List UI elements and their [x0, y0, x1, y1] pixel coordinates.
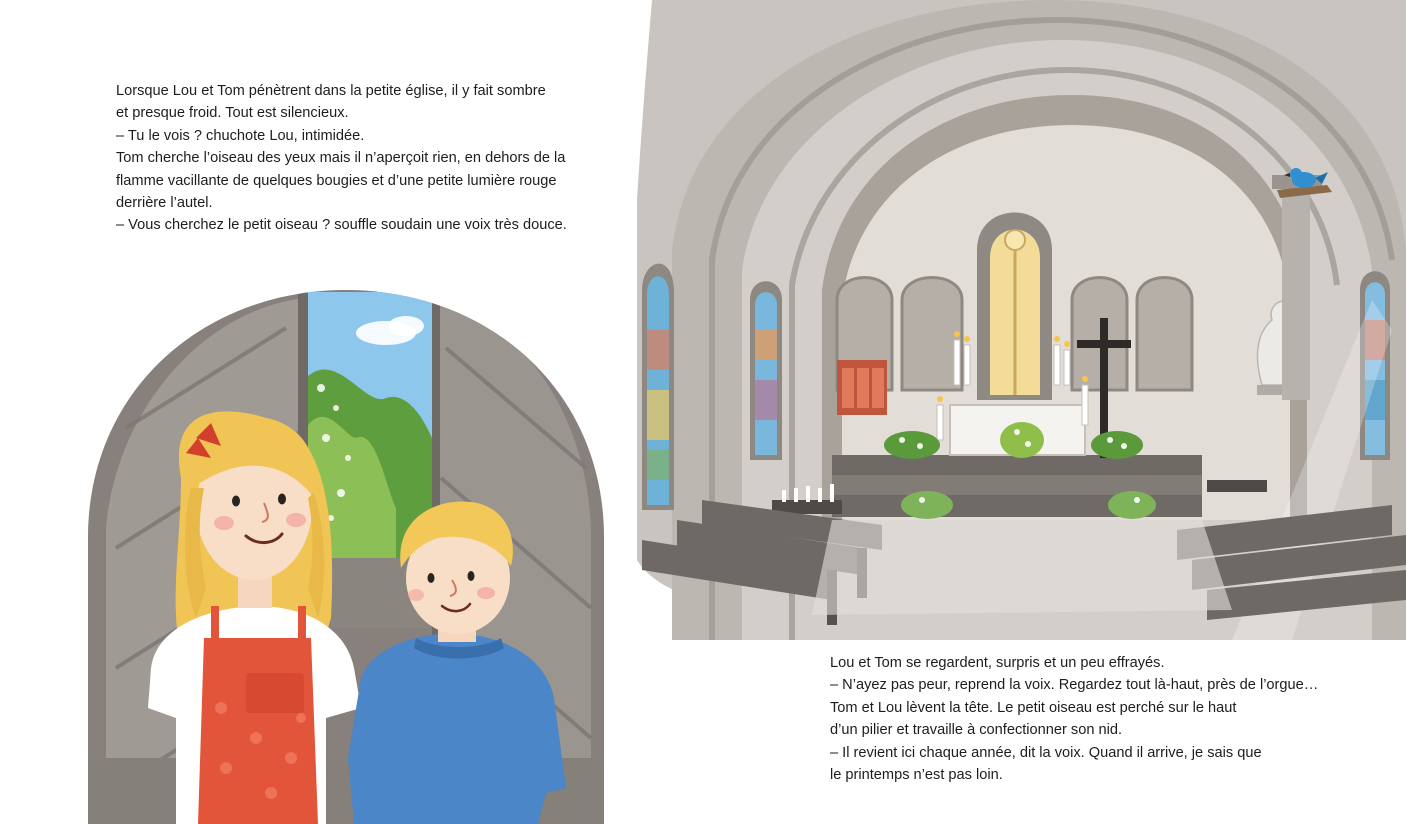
paragraph-line: flamme vacillante de quelques bougies et d’une petite lumière rouge — [116, 172, 557, 189]
paragraph-line: Tom cherche l’oiseau des yeux mais il n’aperçoit rien, en dehors de la — [116, 150, 566, 167]
paragraph-line: – Tu le vois ? chuchote Lou, intimidée. — [116, 127, 365, 144]
paragraph-line: Tom et Lou lèvent la tête. Le petit oiseau est perché sur le haut — [830, 699, 1237, 716]
right-page-paragraph — [830, 652, 1318, 786]
paragraph-line: d’un pilier et travaille à confectionner son nid. — [830, 722, 1123, 739]
church-interior-illustration — [632, 0, 1406, 640]
paragraph-line: Lorsque Lou et Tom pénètrent dans la petite église, il y fait sombre — [116, 83, 546, 99]
left-page-paragraph — [116, 80, 567, 237]
paragraph-line: Lou et Tom se regardent, surpris et un peu effrayés. — [830, 655, 1165, 671]
paragraph-line: – Vous cherchez le petit oiseau ? souffle soudain une voix très douce. — [116, 217, 567, 234]
paragraph-line: – N’ayez pas peur, reprend la voix. Regardez tout là-haut, près de l’orgue… — [830, 677, 1319, 694]
paragraph-line: le printemps n’est pas loin. — [830, 767, 1003, 784]
paragraph-line: – Il revient ici chaque année, dit la voix. Quand il arrive, je sais que — [830, 744, 1262, 761]
paragraph-line: et presque froid. Tout est silencieux. — [116, 105, 349, 122]
doorway-illustration — [86, 288, 606, 824]
paragraph-line: derrière l’autel. — [116, 195, 213, 212]
